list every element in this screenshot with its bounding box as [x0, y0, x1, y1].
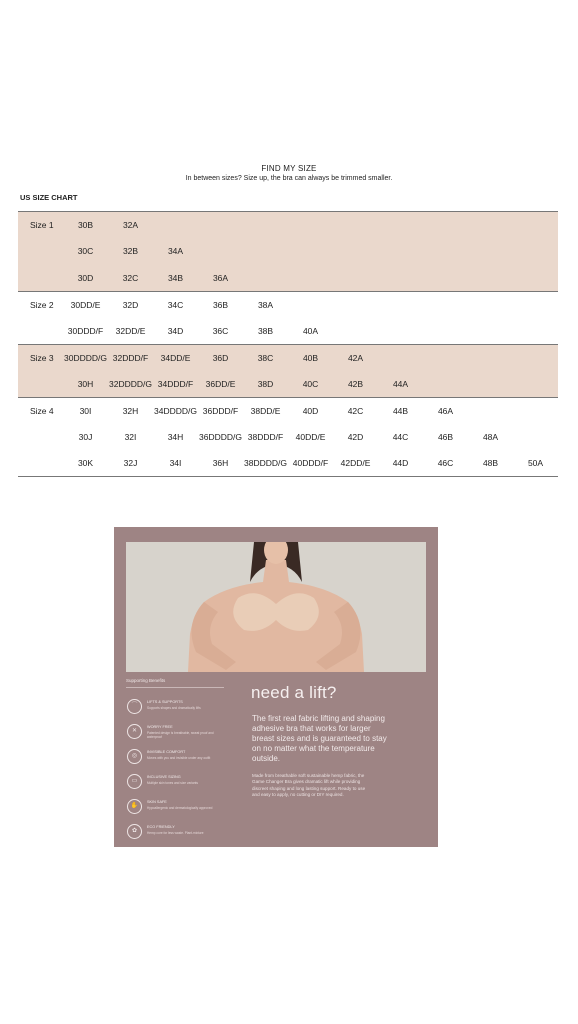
- size-cell: [513, 424, 558, 451]
- size-cell: 36H: [198, 450, 243, 477]
- size-group-label: Size 4: [18, 397, 63, 424]
- size-cell: [423, 265, 468, 292]
- table-row: [18, 291, 558, 318]
- benefit-description: Patented design is breathable, sweat proof and waterproof: [147, 731, 214, 739]
- size-cell: [423, 238, 468, 265]
- page-title: FIND MY SIZE: [261, 164, 317, 173]
- size-cell: [513, 344, 558, 371]
- size-cell: [378, 318, 423, 345]
- size-cell: 38DDD/F: [247, 431, 284, 442]
- size-cell: [468, 318, 513, 345]
- size-cell: 46B: [437, 431, 454, 442]
- size-cell: [288, 212, 333, 239]
- size-cell: 38C: [243, 344, 288, 371]
- size-cell: [378, 344, 423, 371]
- size-cell: 34H: [167, 431, 184, 442]
- leaf-icon: ✿: [127, 824, 142, 839]
- table-row: [18, 397, 558, 424]
- size-cell: 48B: [468, 450, 513, 477]
- size-cell: [288, 291, 333, 318]
- table-row: [18, 212, 558, 239]
- size-cell: [513, 212, 558, 239]
- size-cell: [513, 318, 558, 345]
- size-group-label: Size 2: [18, 291, 63, 318]
- size-cell: [198, 238, 243, 265]
- size-cell: 32DDDD/G: [109, 378, 152, 389]
- size-cell: 34B: [167, 272, 184, 283]
- benefit-title: INVISIBLE COMFORT: [147, 750, 186, 754]
- product-photo: [126, 542, 426, 672]
- size-cell: 32C: [122, 272, 139, 283]
- size-cell: 34DDDD/G: [153, 397, 198, 424]
- size-group-label: Size 1: [18, 212, 63, 239]
- size-group-label: Size 3: [18, 344, 63, 371]
- size-cell: [468, 238, 513, 265]
- size-cell: 44C: [392, 431, 409, 442]
- size-cell: 42B: [347, 378, 364, 389]
- size-cell: [513, 397, 558, 424]
- size-cell: 38DDDD/G: [243, 450, 288, 477]
- size-cell: 42DD/E: [333, 450, 378, 477]
- size-group-label: [18, 238, 63, 265]
- size-cell: [423, 371, 468, 398]
- size-cell: 36D: [198, 344, 243, 371]
- size-cell: [468, 291, 513, 318]
- hand-icon: ✋: [127, 799, 142, 814]
- size-cell: 32I: [124, 431, 137, 442]
- size-cell: [153, 212, 198, 239]
- size-group-label: [18, 450, 63, 477]
- size-cell: [198, 212, 243, 239]
- size-chart-table: [18, 211, 558, 477]
- size-cell: 42C: [333, 397, 378, 424]
- page-subtitle: In between sizes? Size up, the bra can always be trimmed smaller.: [185, 175, 393, 182]
- product-headline: need a lift?: [251, 683, 337, 702]
- size-cell: 30I: [63, 397, 108, 424]
- size-cell: [423, 344, 468, 371]
- size-cell: 50A: [513, 450, 558, 477]
- size-cell: 38A: [243, 291, 288, 318]
- table-row: [18, 424, 558, 451]
- size-cell: 40D: [288, 397, 333, 424]
- size-cell: 32H: [108, 397, 153, 424]
- size-cell: 34I: [153, 450, 198, 477]
- size-cell: [378, 291, 423, 318]
- size-cell: 42D: [347, 431, 364, 442]
- benefit-title: ECO FRIENDLY: [147, 825, 175, 829]
- eye-off-icon: ◎: [127, 749, 142, 764]
- size-cell: 30K: [63, 450, 108, 477]
- size-cell: 40DD/E: [295, 431, 326, 442]
- size-cell: [333, 265, 378, 292]
- benefit-description: Hemp core for less waste. Plant-mixture: [147, 831, 204, 835]
- size-cell: 38DD/E: [243, 397, 288, 424]
- size-cell: [513, 265, 558, 292]
- size-cell: 34DDD/F: [157, 378, 194, 389]
- size-cell: [513, 291, 558, 318]
- size-cell: [378, 238, 423, 265]
- size-cell: 30J: [78, 431, 93, 442]
- size-cell: [378, 265, 423, 292]
- size-cell: [468, 212, 513, 239]
- size-cell: 44A: [392, 378, 409, 389]
- size-cell: [468, 397, 513, 424]
- size-cell: 36DDDD/G: [199, 431, 242, 442]
- size-cell: 34C: [153, 291, 198, 318]
- chart-label: US SIZE CHART: [20, 193, 78, 202]
- size-cell: 36A: [212, 272, 229, 283]
- size-cell: [468, 344, 513, 371]
- size-group-label: [18, 318, 63, 345]
- size-cell: 36B: [198, 291, 243, 318]
- size-cell: 36DDD/F: [198, 397, 243, 424]
- size-cell: [468, 371, 513, 398]
- table-row: [18, 265, 558, 292]
- size-cell: 46A: [423, 397, 468, 424]
- size-icon: ▭: [127, 774, 142, 789]
- size-cell: 32J: [108, 450, 153, 477]
- size-cell: [333, 318, 378, 345]
- size-cell: 38B: [257, 325, 274, 336]
- strap-icon: ✕: [127, 724, 142, 739]
- size-cell: 32D: [108, 291, 153, 318]
- benefit-title: INCLUSIVE SIZING: [147, 775, 181, 779]
- benefit-title: WORRY FREE: [147, 725, 173, 729]
- benefit-title: LIFTS & SUPPORTS: [147, 700, 183, 704]
- size-cell: 30DDDD/G: [63, 344, 108, 371]
- benefit-description: Hypoallergenic and dermatologically approved: [147, 806, 213, 810]
- product-panel: [114, 527, 438, 847]
- size-cell: 40B: [288, 344, 333, 371]
- table-row: [18, 450, 558, 477]
- size-cell: 30B: [63, 212, 108, 239]
- benefit-item: [126, 824, 224, 847]
- table-row: [18, 318, 558, 345]
- benefit-title: SKIN SAFE: [147, 800, 167, 804]
- size-cell: 30DDD/F: [67, 325, 104, 336]
- size-cell: [243, 212, 288, 239]
- size-cell: [423, 318, 468, 345]
- product-body-text: Made from breathable soft sustainable hemp fabric, the Game Changer Bra gives dramatic lift while providing discreet shaping and long lasting support. Ready to use and easy to apply, no cutting or DIY required.: [252, 773, 366, 798]
- benefit-item: [126, 774, 224, 798]
- size-group-label: [18, 371, 63, 398]
- size-cell: [513, 371, 558, 398]
- size-cell: [288, 265, 333, 292]
- size-cell: 32DD/E: [115, 325, 146, 336]
- product-lead-text: The first real fabric lifting and shaping adhesive bra that works for larger breast sizes and is guaranteed to stay on no matter what the temperature outside.: [252, 714, 387, 763]
- size-cell: 44D: [378, 450, 423, 477]
- benefit-description: Moves with you and invisible under any outfit: [147, 756, 211, 760]
- size-cell: [378, 212, 423, 239]
- size-cell: 34D: [167, 325, 184, 336]
- size-cell: 30D: [77, 272, 94, 283]
- size-cell: 42A: [333, 344, 378, 371]
- size-cell: 34DD/E: [153, 344, 198, 371]
- size-cell: [333, 238, 378, 265]
- size-cell: 44B: [378, 397, 423, 424]
- table-row: [18, 371, 558, 398]
- size-cell: [243, 265, 288, 292]
- size-cell: 36DD/E: [205, 378, 236, 389]
- benefits-divider: [126, 687, 224, 688]
- size-group-label: [18, 424, 63, 451]
- size-cell: 38D: [257, 378, 274, 389]
- size-cell: [423, 212, 468, 239]
- size-group-label: [18, 265, 63, 292]
- size-cell: 40C: [302, 378, 319, 389]
- size-cell: [513, 238, 558, 265]
- benefit-item: [126, 724, 224, 748]
- size-cell: 46C: [423, 450, 468, 477]
- benefit-item: [126, 749, 224, 773]
- benefits-title: Supporting Benefits: [126, 678, 166, 683]
- size-cell: [333, 291, 378, 318]
- size-cell: 30DD/E: [63, 291, 108, 318]
- benefit-item: [126, 699, 224, 723]
- benefit-item: [126, 799, 224, 823]
- size-cell: 40A: [302, 325, 319, 336]
- size-cell: 34A: [167, 246, 184, 257]
- size-cell: 32DDD/F: [108, 344, 153, 371]
- size-cell: 48A: [482, 431, 499, 442]
- size-cell: 32A: [108, 212, 153, 239]
- size-cell: 40DDD/F: [288, 450, 333, 477]
- size-cell: [243, 238, 288, 265]
- benefit-description: Multiple skin tones and size variants: [147, 781, 199, 785]
- size-cell: 30C: [77, 246, 94, 257]
- size-cell: 32B: [122, 246, 139, 257]
- lift-icon: ⌒: [127, 699, 142, 714]
- size-cell: [468, 265, 513, 292]
- benefit-description: Supports shapes and dramatically lifts: [147, 706, 201, 710]
- size-cell: [423, 291, 468, 318]
- size-cell: [288, 238, 333, 265]
- size-cell: 30H: [77, 378, 94, 389]
- table-row: [18, 238, 558, 265]
- size-cell: [333, 212, 378, 239]
- table-row: [18, 344, 558, 371]
- size-cell: 36C: [212, 325, 229, 336]
